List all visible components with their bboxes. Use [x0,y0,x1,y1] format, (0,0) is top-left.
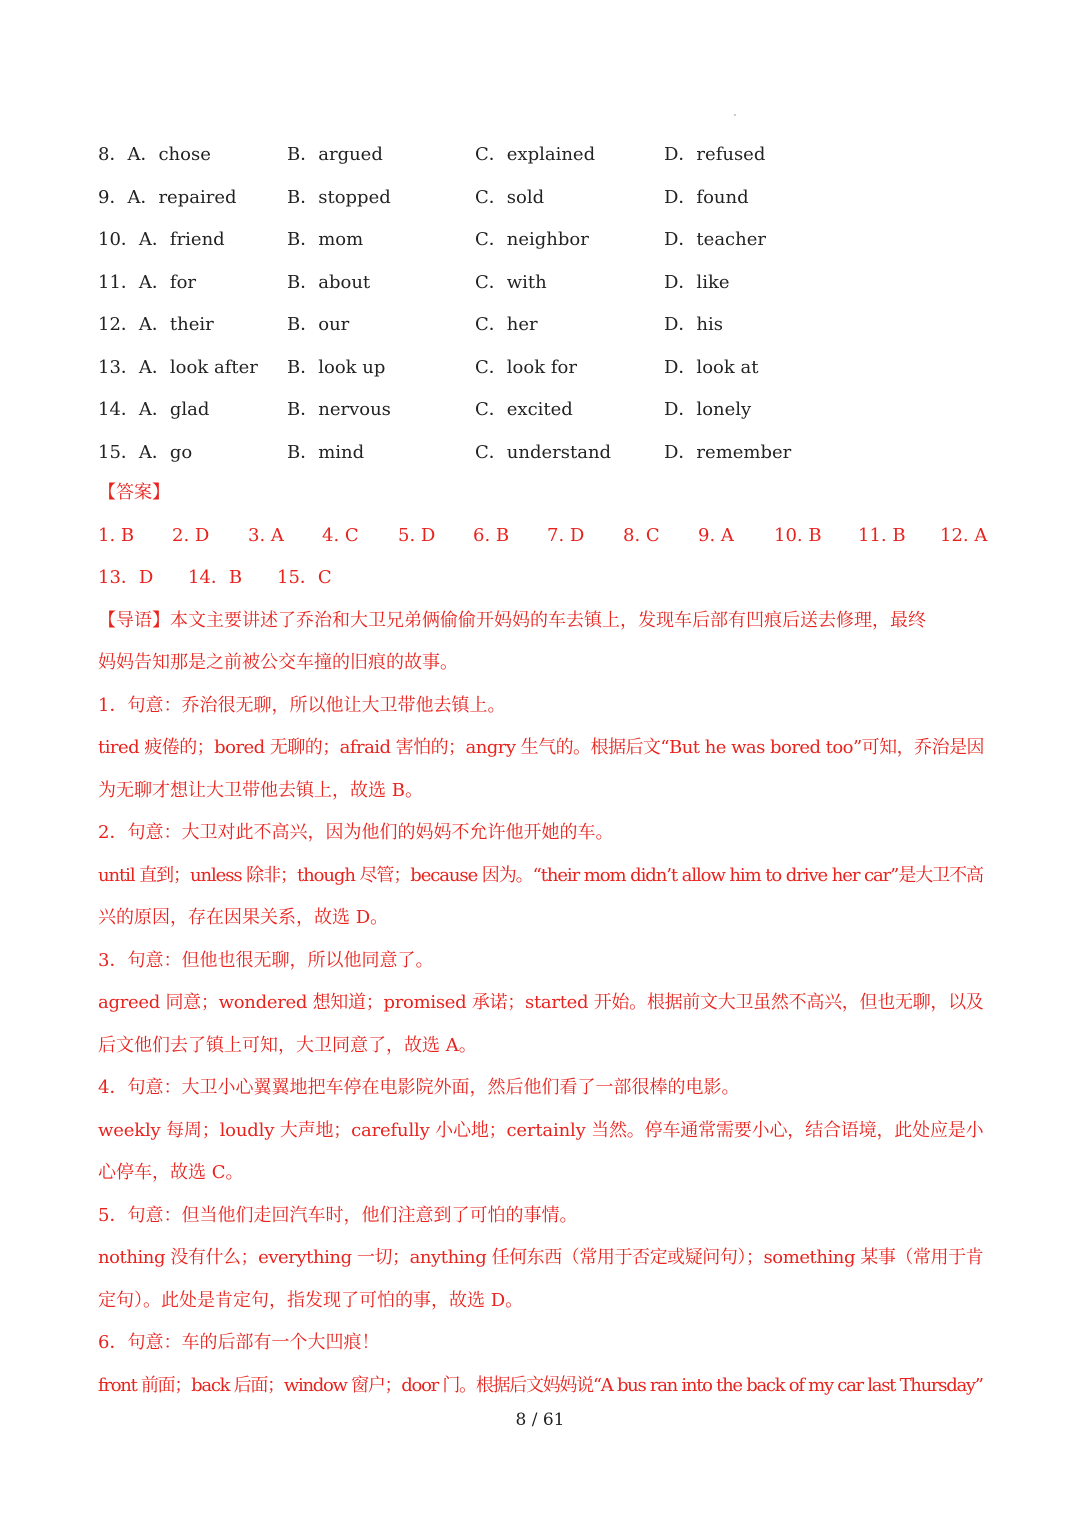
option-d: D．refused [664,144,766,166]
option-row [98,132,984,175]
option-c: C．sold [475,186,545,208]
answer-heading: 【答案】 [98,482,170,503]
option-row [98,387,984,430]
answer-item: 12. A [940,524,988,546]
item-explanation-line: tired 疲倦的；bored 无聊的；afraid 害怕的；angry 生气的。根据后文“But he was bored too”可知，乔治是因 [98,737,984,758]
option-row [98,217,984,260]
answer-item: 7. D [547,524,585,546]
explanation-list [98,685,984,1408]
item-explanation-line: weekly 每周；loudly 大声地；carefully 小心地；certainly 当然。停车通常需要小心，结合语境，此处应是小 [98,1119,984,1141]
option-b: B．nervous [287,399,391,421]
item-sentence: 2．句意：大卫对此不高兴，因为他们的妈妈不允许他开她的车。 [98,822,614,843]
option-d: D．remember [664,441,792,463]
option-d: D．lonely [664,399,752,421]
intro-line-1: 【导语】本文主要讲述了乔治和大卫兄弟俩偷偷开妈妈的车去镇上，发现车后部有凹痕后送去修理，最终 [98,609,926,631]
option-a: 9．A．repaired [98,186,237,208]
option-row [98,260,984,303]
answer-row-2 [98,557,984,600]
option-c: C．her [475,314,538,336]
option-c: C．with [475,271,547,293]
answer-item: 9. A [698,524,734,546]
answer-item: 8. C [623,524,660,546]
option-row [98,175,984,218]
option-c: C．explained [475,144,596,166]
answer-item: 13．D [98,567,154,588]
option-a: 8．A．chose [98,144,211,166]
answer-item: 4. C [322,524,359,546]
answer-item: 3. A [248,524,284,546]
item-sentence: 4．句意：大卫小心翼翼地把车停在电影院外面，然后他们看了一部很棒的电影。 [98,1077,740,1098]
option-a: 11．A．for [98,271,197,293]
option-c: C．neighbor [475,229,589,251]
option-a: 12．A．their [98,314,214,336]
option-a: 14．A．glad [98,399,210,421]
item-sentence: 3．句意：但他也很无聊，所以他同意了。 [98,949,434,971]
item-explanation-line: 兴的原因，存在因果关系，故选 D。 [98,907,389,928]
item-sentence: 5．句意：但当他们走回汽车时，他们注意到了可怕的事情。 [98,1204,578,1226]
answer-item: 11. B [858,524,906,546]
item-explanation-line: 心停车，故选 C。 [98,1162,244,1183]
option-a: 15．A．go [98,441,193,463]
option-a: 10．A．friend [98,229,225,251]
option-c: C．understand [475,441,612,463]
item-explanation-line: until 直到；unless 除非；though 尽管；because 因为。“their mom didn’t allow him to drive her car”是大卫不高 [98,864,983,886]
option-b: B．about [287,271,371,293]
option-c: C．excited [475,399,573,421]
option-b: B．mind [287,441,365,463]
option-c: C．look for [475,356,577,378]
option-b: B．argued [287,144,383,166]
item-explanation-line: 后文他们去了镇上可知，大卫同意了，故选 A。 [98,1034,477,1056]
option-b: B．stopped [287,186,391,208]
intro-line-2: 妈妈告知那是之前被公交车撞的旧痕的故事。 [98,652,458,673]
item-sentence: 1．句意：乔治很无聊，所以他让大卫带他去镇上。 [98,694,506,716]
answer-item: 2. D [172,524,210,546]
option-list [98,132,984,472]
item-explanation-line: 定句）。此处是肯定句，指发现了可怕的事，故选 D。 [98,1289,524,1311]
answer-item: 14．B [188,567,243,588]
option-d: D．his [664,314,724,336]
item-explanation-line: nothing 没有什么；everything 一切；anything 任何东西（常用于否定或疑问句）；something 某事（常用于肯 [98,1247,984,1268]
answer-item: 5. D [398,524,436,546]
scan-speck [734,114,736,116]
option-row [98,302,984,345]
option-row [98,345,984,388]
option-d: D．like [664,271,730,293]
option-d: D．look at [664,356,759,378]
option-b: B．mom [287,229,364,251]
item-explanation-line: front 前面；back 后面；window 窗户；door 门。根据后文妈妈说“A bus ran into the back of my car last Thursday” [98,1374,983,1396]
option-b: B．look up [287,356,386,378]
answer-item: 10. B [774,524,822,546]
item-sentence: 6．句意：车的后部有一个大凹痕！ [98,1332,380,1353]
item-explanation-line: 为无聊才想让大卫带他去镇上，故选 B。 [98,779,423,801]
option-row [98,430,984,473]
option-a: 13．A．look after [98,356,258,378]
option-d: D．teacher [664,229,766,251]
answer-item: 1. B [98,524,135,546]
option-d: D．found [664,186,749,208]
page-content [98,132,988,1407]
page-number: 8 / 61 [515,1410,565,1430]
option-b: B．our [287,314,350,336]
answer-item: 15．C [277,567,332,588]
answer-item: 6. B [473,524,510,546]
item-explanation-line: agreed 同意；wondered 想知道；promised 承诺；started 开始。根据前文大卫虽然不高兴，但也无聊，以及 [98,992,984,1013]
answer-row-1 [98,515,988,558]
